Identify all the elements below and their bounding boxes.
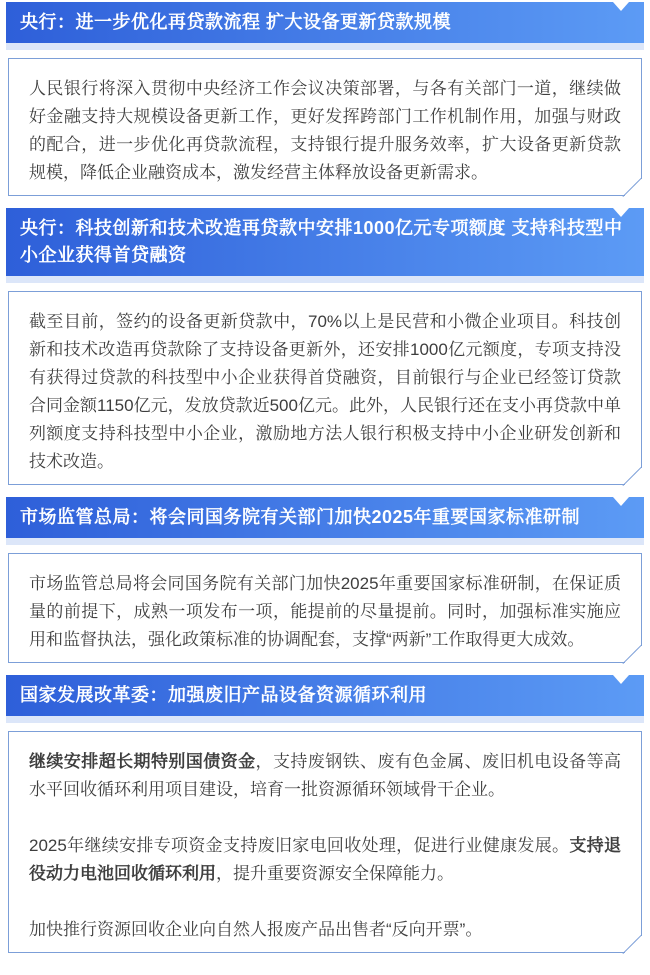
notch-icon [613,675,629,684]
bold-text: 继续安排超长期特别国债资金 [29,752,256,771]
news-section [6,497,644,663]
banner-shadow-strip [6,716,644,723]
section-title-banner [6,2,644,43]
news-section [6,208,644,485]
notch-icon [613,497,629,506]
news-section [6,675,644,953]
banner-shadow-strip [6,538,644,545]
banner-shadow-strip [6,43,644,50]
notch-icon [613,208,629,217]
banner-shadow-strip [6,276,644,283]
section-card [8,58,642,196]
section-title-banner [6,208,644,276]
section-title: 市场监管总局：将会同国务院有关部门加快2025年重要国家标准研制 [20,507,581,527]
section-title-banner [6,497,644,538]
bold-text: 支持退役动力电池回收循环利用 [29,836,621,883]
paragraph: 市场监管总局将会同国务院有关部门加快2025年重要国家标准研制，在保证质量的前提下，成熟一项发布一项，能提前的尽量提前。同时，加强标准实施应用和监督执法，强化政策标准的协调配套，支撑“两新”工作取得更大成效。 [29,574,621,649]
section-card [8,731,642,953]
paragraph: 继续安排超长期特别国债资金，支持废钢铁、废有色金属、废旧机电设备等高水平回收循环利用项目建设，培育一批资源循环领域骨干企业。 [29,752,621,799]
notch-icon [613,2,629,11]
news-section [6,2,644,196]
paragraph: 加快推行资源回收企业向自然人报废产品出售者“反向开票”。 [29,920,483,939]
section-title: 央行：进一步优化再贷款流程 扩大设备更新贷款规模 [20,12,451,32]
paragraph: 截至目前，签约的设备更新贷款中，70%以上是民营和小微企业项目。科技创新和技术改造再贷款除了支持设备更新外，还安排1000亿元额度，专项支持没有获得过贷款的科技型中小企业获得首贷融资，目前银行与企业已经签订贷款合同金额1150亿元，发放贷款近500亿元。此外，人民银行还在支小再贷款中单列额度支持科技型中小企业，激励地方法人银行积极支持中小企业研发创新和技术改造。 [29,312,621,471]
paragraph: 人民银行将深入贯彻中央经济工作会议决策部署，与各有关部门一道，继续做好金融支持大规模设备更新工作，更好发挥跨部门工作机制作用，加强与财政的配合，进一步优化再贷款流程，支持银行提升服务效率，扩大设备更新贷款规模，降低企业融资成本，激发经营主体释放设备更新需求。 [29,79,621,182]
section-title-banner [6,675,644,716]
paragraph: 2025年继续安排专项资金支持废旧家电回收处理，促进行业健康发展。支持退役动力电池回收循环利用，提升重要资源安全保障能力。 [29,836,621,883]
section-card [8,291,642,485]
section-card [8,553,642,663]
section-title: 央行：科技创新和技术改造再贷款中安排1000亿元专项额度 支持科技型中小企业获得首贷融资 [20,218,623,265]
section-title: 国家发展改革委：加强废旧产品设备资源循环利用 [20,685,427,705]
